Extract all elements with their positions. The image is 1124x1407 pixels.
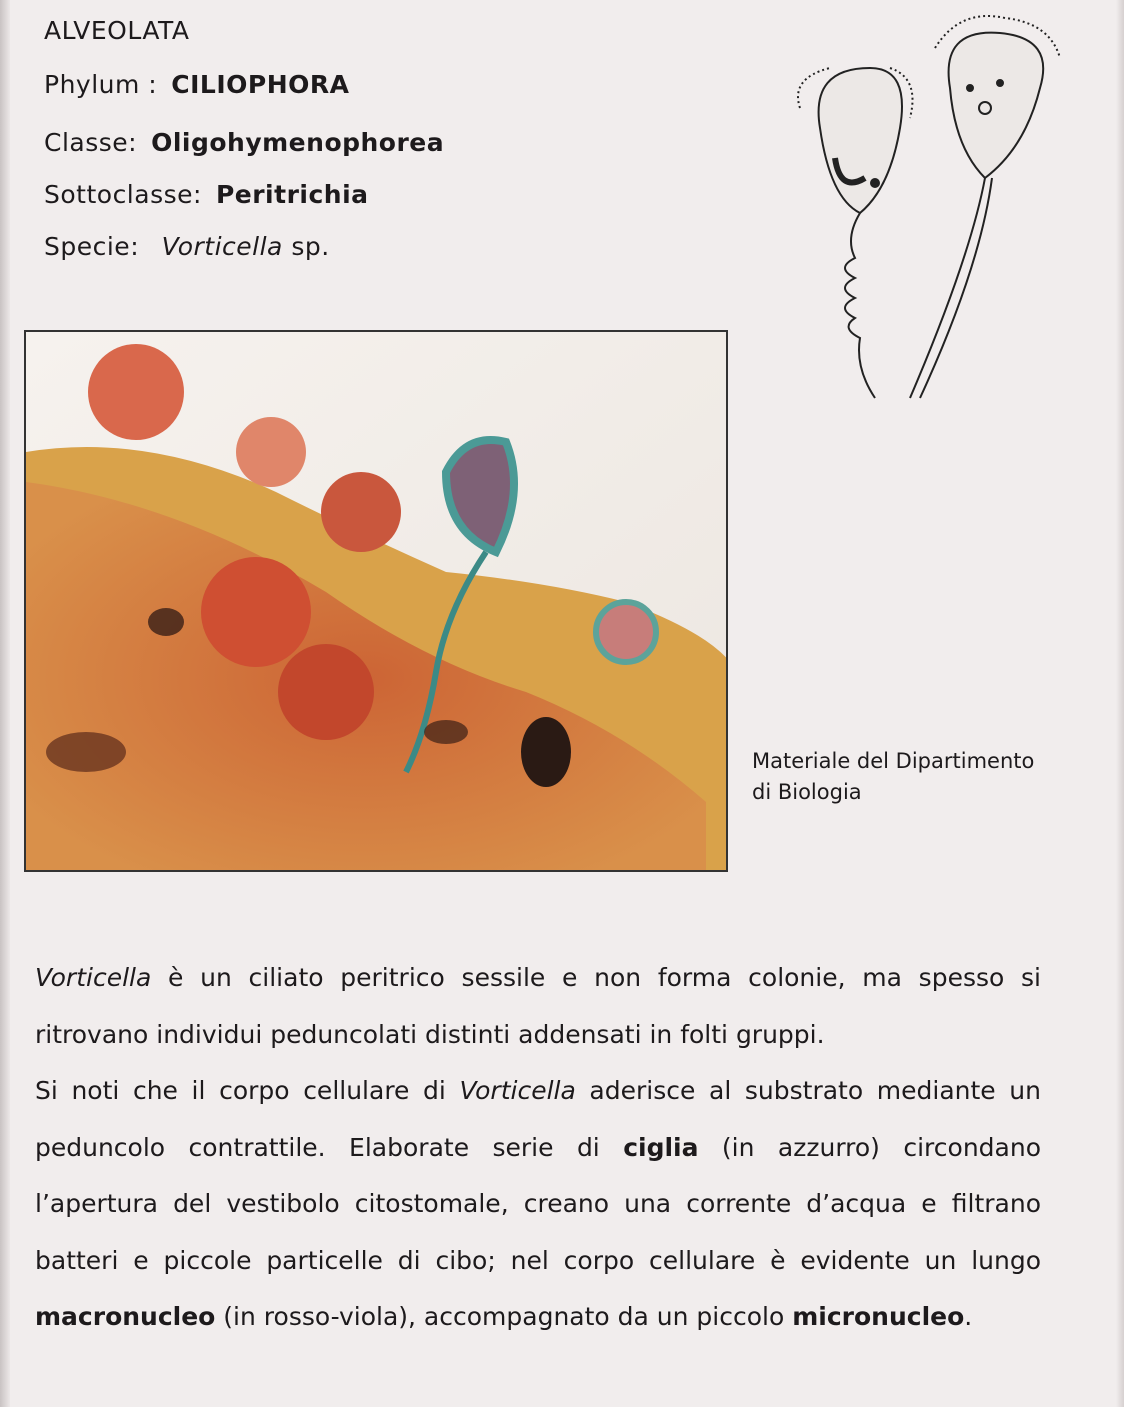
subclass-value: Peritrichia xyxy=(215,180,369,209)
term-macronucleo: macronucleo xyxy=(35,1302,216,1331)
text-run: (in azzurro) circondano l’apertura del vestibolo citostomale, creano una corrente d’acqua e filtrano batteri e piccole particelle di cibo; nel corpo cellulare è evidente un lungo xyxy=(35,1132,1041,1275)
phylum-label: Phylum : xyxy=(44,70,158,99)
class-value: Oligohymenophorea xyxy=(151,128,445,157)
text-run: . xyxy=(964,1302,973,1331)
photo-caption xyxy=(752,746,1034,808)
page-edge-shadow-right xyxy=(1116,0,1124,1407)
species-suffix: sp. xyxy=(291,232,330,261)
species-genus: Vorticella xyxy=(161,232,283,261)
group-heading xyxy=(44,16,189,45)
paragraph-2 xyxy=(35,1063,1041,1346)
class-label: Classe: xyxy=(44,128,138,157)
text-run: Si noti che il corpo cellulare di xyxy=(35,1076,460,1105)
micrograph-image xyxy=(26,332,728,872)
caption-line-2: di Biologia xyxy=(752,780,862,804)
text-run: aderisce al substrato mediante un peduncolo contrattile. Elaborate serie di xyxy=(35,1076,1041,1162)
species-label: Specie: xyxy=(44,232,140,261)
caption-line-1: Materiale del Dipartimento xyxy=(752,749,1035,773)
class-line xyxy=(44,128,444,157)
phylum-line xyxy=(44,70,349,99)
subclass-label: Sottoclasse: xyxy=(44,180,202,209)
paragraph-1-text: è un ciliato peritrico sessile e non forma colonie, ma spesso si ritrovano individui peduncolati distinti addensati in folti gruppi. xyxy=(35,963,1041,1049)
genus-name: Vorticella xyxy=(35,963,152,992)
vorticella-drawing xyxy=(760,8,1070,403)
micrograph-photo xyxy=(24,330,728,872)
group-name: ALVEOLATA xyxy=(44,16,190,45)
text-run: (in rosso-viola), accompagnato da un piccolo xyxy=(215,1302,793,1331)
paragraph-1 xyxy=(35,950,1041,1063)
description-text xyxy=(35,950,1041,1346)
species-line xyxy=(44,232,330,261)
subclass-line xyxy=(44,180,369,209)
page-edge-shadow xyxy=(0,0,10,1407)
phylum-value: CILIOPHORA xyxy=(171,70,350,99)
term-micronucleo: micronucleo xyxy=(792,1302,965,1331)
term-ciglia: ciglia xyxy=(623,1132,699,1162)
genus-name: Vorticella xyxy=(459,1076,576,1105)
